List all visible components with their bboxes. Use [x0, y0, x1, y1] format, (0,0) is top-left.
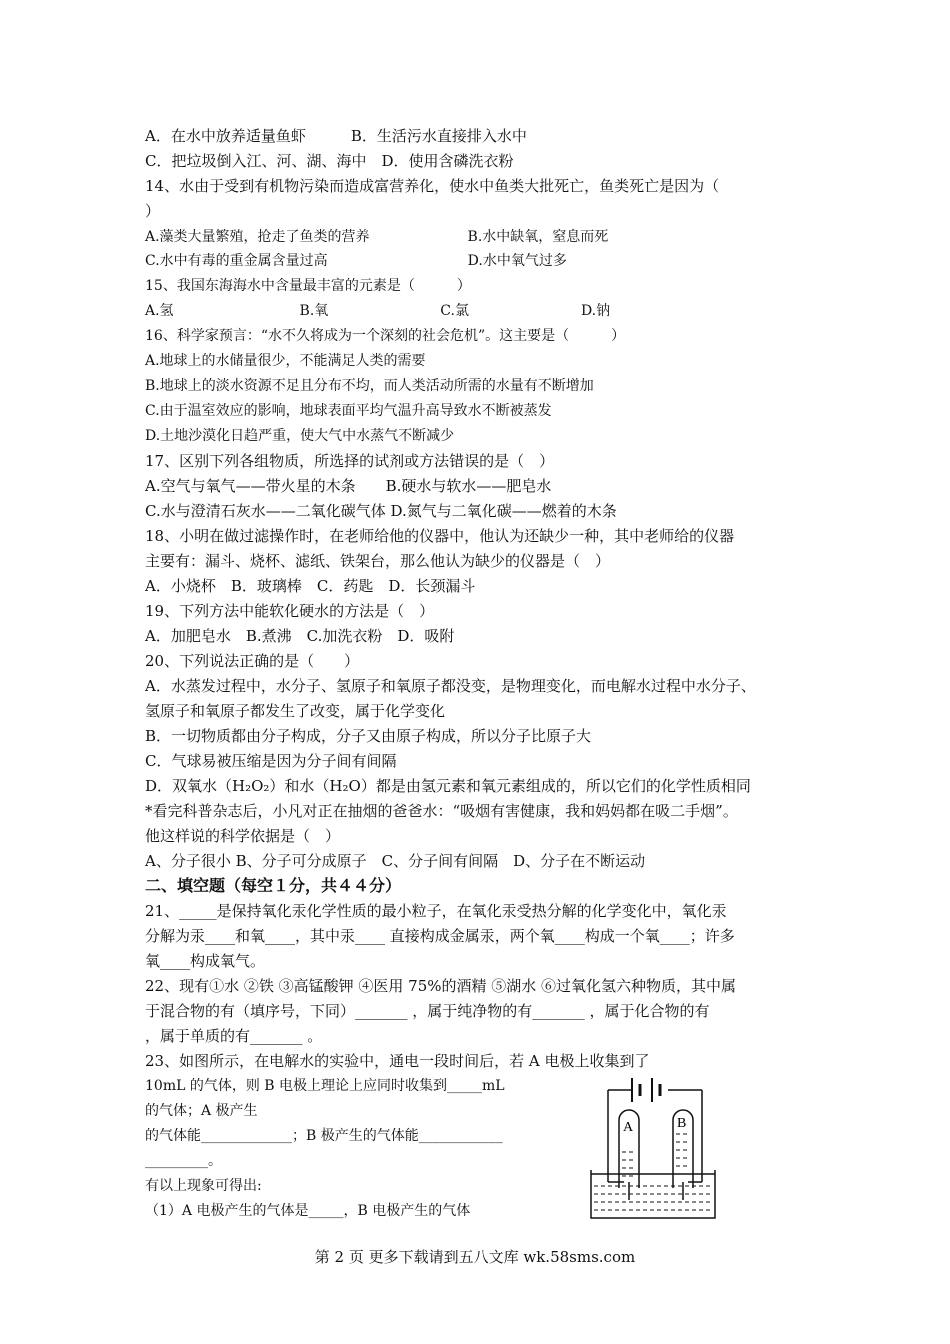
- text-line: ）: [145, 202, 161, 220]
- text-line: 19、下列方法中能软化硬水的方法是（ ）: [145, 602, 435, 620]
- text-line: 14、水由于受到有机物污染而造成富营养化，使水中鱼类大批死亡，鱼类死亡是因为（: [145, 177, 720, 195]
- text-line: _________。: [145, 1153, 222, 1169]
- text-line: 主要有：漏斗、烧杯、滤纸、铁架台，那么他认为缺少的仪器是（ ）: [145, 552, 611, 570]
- text-line: 于混合物的有（填序号，下同）_______ ，属于纯净物的有_______ ，属于化合物的有: [145, 1002, 710, 1020]
- text-line: 分解为汞____和氧____，其中汞____ 直接构成金属汞，两个氧____构成一个氧____；许多: [145, 927, 735, 945]
- text-line: 氧____构成氧气。: [145, 952, 266, 970]
- text-line: 18、小明在做过滤操作时，在老师给他的仪器中，他认为还缺少一种，其中老师给的仪器: [145, 527, 735, 545]
- text-line: 10mL 的气体，则 B 电极上理论上应同时收集到_____mL: [145, 1078, 505, 1094]
- text-line: 的气体能_____________；B 极产生的气体能____________: [145, 1128, 503, 1144]
- text-line: 氢原子和氧原子都发生了改变，属于化学变化: [145, 702, 446, 720]
- text-line: 15、我国东海海水中含量最丰富的元素是（ ）: [145, 278, 471, 294]
- text-line: 的气体；A 极产生: [145, 1103, 258, 1119]
- section-heading: 二、填空题（每空１分，共４４分）: [145, 876, 402, 895]
- text-line: A、分子很小 B、分子可分成原子 C、分子间有间隔 D、分子在不断运动: [145, 852, 646, 870]
- text-line: 17、区别下列各组物质，所选择的试剂或方法错误的是（ ）: [145, 452, 555, 470]
- text-line: D.土地沙漠化日趋严重，使大气中水蒸气不断减少: [145, 428, 455, 444]
- text-line: A.空气与氧气——带火星的木条 B.硬水与软水——肥皂水: [145, 477, 552, 495]
- text-line: A．小烧杯 B．玻璃棒 C．药匙 D．长颈漏斗: [145, 577, 476, 595]
- tube-b-label: B: [677, 1116, 687, 1131]
- text-line: C．气球易被压缩是因为分子间有间隔: [145, 752, 397, 770]
- text-line: 20、下列说法正确的是（ ）: [145, 652, 360, 670]
- text-line: 21、_____是保持氧化汞化学性质的最小粒子，在氧化汞受热分解的化学变化中，氧化汞: [145, 902, 727, 920]
- electrolysis-apparatus-diagram: [588, 1070, 718, 1224]
- text-line: A.氢 B.氧 C.氯 D.钠: [145, 303, 611, 319]
- text-line: A．加肥皂水 B.煮沸 C.加洗衣粉 D．吸附: [145, 627, 455, 645]
- text-line: 有以上现象可得出:: [145, 1178, 262, 1194]
- text-line: A．水蒸发过程中，水分子、氢原子和氧原子都没变，是物理变化，而电解水过程中水分子、: [145, 677, 756, 695]
- text-line: C．把垃圾倒入江、河、湖、海中 D．使用含磷洗衣粉: [145, 152, 514, 170]
- text-line: *看完科普杂志后，小凡对正在抽烟的爸爸水：“吸烟有害健康，我和妈妈都在吸二手烟”。: [145, 802, 738, 820]
- text-line: 16、科学家预言：“水不久将成为一个深刻的社会危机”。这主要是（ ）: [145, 328, 626, 344]
- text-line: A．在水中放养适量鱼虾 B．生活污水直接排入水中: [145, 127, 527, 145]
- tube-a-label: A: [623, 1120, 634, 1135]
- text-line: 22、现有①水 ②铁 ③高锰酸钾 ④医用 75%的酒精 ⑤湖水 ⑥过氧化氢六种物质，其中属: [145, 977, 737, 995]
- text-line: ，属于单质的有_______ 。: [145, 1027, 323, 1045]
- text-line: 他这样说的科学依据是（ ）: [145, 827, 341, 845]
- text-line: A.藻类大量繁殖，抢走了鱼类的营养 B.水中缺氧，窒息而死: [145, 229, 609, 245]
- text-line: C.水与澄清石灰水——二氧化碳气体 D.氮气与二氧化碳——燃着的木条: [145, 502, 617, 520]
- text-line: D．双氧水（H₂O₂）和水（H₂O）都是由氢元素和氧元素组成的，所以它们的化学性质相同: [145, 777, 751, 795]
- text-line: C.由于温室效应的影响，地球表面平均气温升高导致水不断被蒸发: [145, 403, 552, 419]
- page-footer: 第 2 页 更多下载请到五八文库 wk.58sms.com: [314, 1248, 636, 1266]
- text-line: C.水中有毒的重金属含量过高 D.水中氧气过多: [145, 253, 567, 269]
- text-line: B．一切物质都由分子构成，分子又由原子构成，所以分子比原子大: [145, 727, 592, 745]
- text-line: （1）A 电极产生的气体是_____，B 电极产生的气体: [145, 1203, 471, 1219]
- text-line: A.地球上的水储量很少，不能满足人类的需要: [145, 353, 426, 369]
- text-line: 23、如图所示，在电解水的实验中，通电一段时间后，若 A 电极上收集到了: [145, 1052, 650, 1070]
- text-line: B.地球上的淡水资源不足且分布不均，而人类活动所需的水量有不断增加: [145, 378, 594, 394]
